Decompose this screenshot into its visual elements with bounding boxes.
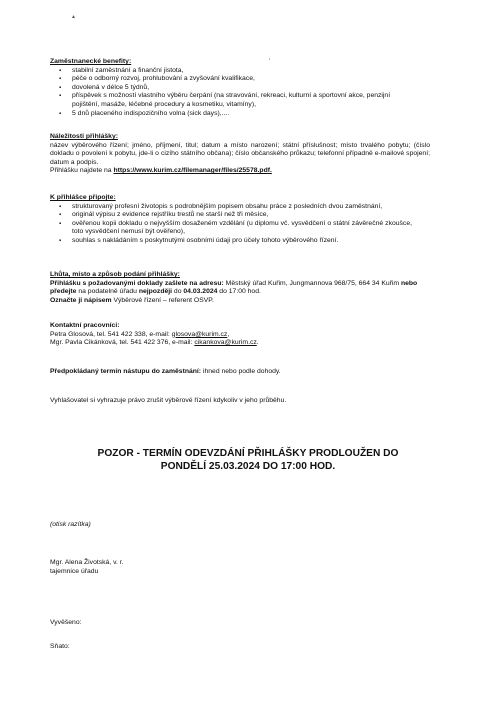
- list-item: ▪ strukturovaný profesní životopis s podrobnějším popisem obsahu práce z posledních dvou zaměstnání,: [72, 203, 412, 212]
- form-download-link[interactable]: https://www.kurim.cz/filemanager/files/25578.pdf.: [113, 167, 272, 175]
- deadline-text: [50, 280, 430, 297]
- scan-mark: ▲: [71, 14, 76, 20]
- deadline-extension-notice: [60, 447, 436, 473]
- list-item: ▪ péče o odborný rozvoj, prohlubování a zvyšování kvalifikace,: [72, 75, 430, 84]
- contact-email-link[interactable]: cikankova@kurim.cz: [194, 339, 257, 347]
- requirements-text: název výběrového řízení; jméno, příjmení, titul; datum a místo narození; státní příslušnost; místo trvalého pobytu; (číslo dokladu o povolení k pobytu, jde-li o cizího státního občana); číslo občanského průkazu; telefonní případně e-mailové spojení; datum a podpis.: [50, 141, 430, 166]
- posted-label: Vyvěšeno:: [50, 619, 82, 626]
- list-item: ▪ příspěvek s možností vlastního výběru čerpání (na stravování, rekreaci, kulturní a sportovní akce, penzijní pojištění, masáže, léčebné procedury a kosmetiku, vitamíny),: [72, 92, 407, 109]
- contact-punct: .: [256, 339, 259, 347]
- contacts-heading: Kontaktní pracovníci:: [50, 322, 120, 329]
- contact-punct: ,: [227, 330, 230, 338]
- deadline-text-part: na podatelně úřadu: [76, 288, 139, 296]
- deadline-bold: nebo předejte: [50, 279, 418, 296]
- attachments-section: [50, 194, 430, 246]
- list-item: ▪ stabilní zaměstnání a finanční jistota,: [72, 67, 430, 76]
- start-label: Předpokládaný termín nástupu do zaměstnání:: [50, 368, 202, 375]
- attachments-list: [50, 203, 430, 246]
- deadline-bold: nejpozději: [138, 288, 173, 296]
- contact-text: Mgr. Pavla Cikánková, tel. 541 422 376, e-mail:: [50, 339, 195, 347]
- list-item: ▪ ověřenou kopii dokladu o nejvyšším dosaženém vzdělání (u diplomu vč. vysvědčení o státní závěrečné zkoušce, toto vysvědčení nemusí být ověřeno),: [72, 220, 412, 237]
- list-item: ▪ souhlas s nakládáním s poskytnutými osobními údaji pro účely tohoto výběrového řízení.: [72, 237, 430, 246]
- contacts-section: [50, 322, 430, 348]
- signature-name: Mgr. Alena Životská, v. r.: [50, 559, 124, 566]
- deadline-bold: Přihlášku s požadovanými doklady zašlete na adresu:: [50, 279, 224, 287]
- deadline-time: do 17:00 hod.: [217, 288, 261, 296]
- start-section: [50, 368, 430, 377]
- notice-line: POZOR - TERMÍN ODEVZDÁNÍ PŘIHLÁŠKY PRODLOUŽEN DO: [97, 448, 399, 459]
- removed-label: Sňato:: [50, 643, 70, 650]
- deadline-address: Městský úřad Kuřim, Jungmannova 968/75, 664 34 Kuřim: [223, 279, 401, 287]
- requirements-heading: Náležitosti přihlášky:: [50, 133, 118, 140]
- contact-line: [50, 339, 430, 348]
- benefits-list: [50, 67, 430, 119]
- benefits-heading: Zaměstnanecké benefity:: [50, 58, 132, 65]
- list-item: ▪ dovolená v délce 5 týdnů,: [72, 84, 430, 93]
- deadline-section: [50, 271, 430, 305]
- label-instruction: [50, 297, 430, 306]
- list-item: ▪ 5 dnů placeného indispozičního volna (sick days),....: [72, 110, 430, 119]
- signature-block: [50, 558, 124, 576]
- reserve-note: Vyhlašovatel si vyhrazuje právo zrušit výběrové řízení kdykoliv v jeho průběhu.: [50, 397, 287, 404]
- contact-line: [50, 331, 430, 340]
- start-value: ihned nebo podle dohody.: [201, 368, 281, 375]
- deadline-heading: Lhůta, místo a způsob podání přihlášky:: [50, 271, 180, 278]
- signature-role: tajemnice úřadu: [50, 568, 99, 575]
- requirements-section: [50, 133, 430, 176]
- contact-text: Petra Glosová, tel. 541 422 338, e-mail:: [50, 330, 172, 338]
- attachments-heading: K přihlášce připojte:: [50, 194, 116, 201]
- label-instruction-text: Výběrové řízení – referent OSVP.: [111, 296, 214, 304]
- stamp-placeholder: (otisk razítka): [50, 521, 91, 528]
- form-link-prefix: Přihlášku najdete na: [50, 167, 114, 175]
- form-link-line: [50, 167, 430, 176]
- deadline-date: 04.03.2024: [183, 288, 218, 296]
- list-item: ▪ originál výpisu z evidence rejstříku trestů ne starší než tři měsíce,: [72, 211, 430, 220]
- deadline-text-part: do: [172, 288, 184, 296]
- benefits-section: [50, 58, 430, 118]
- contact-email-link[interactable]: glosova@kurim.cz: [171, 330, 228, 338]
- notice-line: PONDĚLÍ 25.03.2024 DO 17:00 HOD.: [160, 461, 336, 472]
- label-instruction-bold: Označte ji nápisem: [50, 296, 112, 304]
